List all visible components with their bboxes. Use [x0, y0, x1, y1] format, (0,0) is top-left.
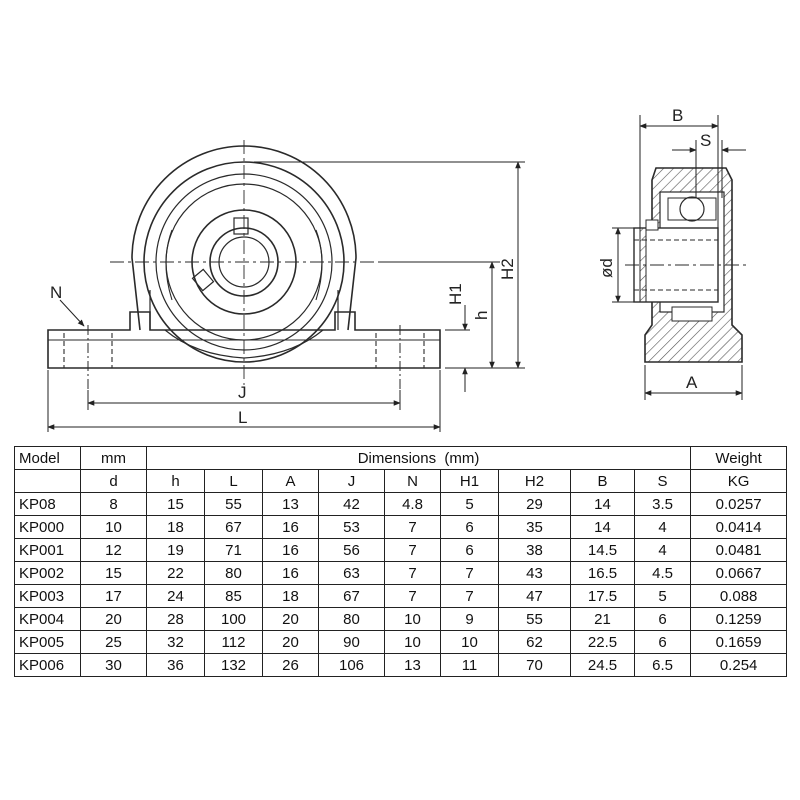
value-cell: 11	[441, 654, 499, 677]
table-row	[15, 539, 787, 562]
value-cell: 0.0481	[691, 539, 787, 562]
value-cell: 4.8	[385, 493, 441, 516]
value-cell: 5	[635, 585, 691, 608]
label-H2: H2	[498, 258, 517, 280]
model-cell: KP08	[15, 493, 81, 516]
value-cell: 24	[147, 585, 205, 608]
label-J: J	[238, 383, 247, 402]
header-col: A	[263, 470, 319, 493]
label-L: L	[238, 408, 248, 427]
label-H1: H1	[446, 283, 465, 305]
value-cell: 7	[441, 562, 499, 585]
value-cell: 12	[81, 539, 147, 562]
label-S: S	[700, 131, 712, 150]
value-cell: 24.5	[571, 654, 635, 677]
value-cell: 6	[635, 631, 691, 654]
value-cell: 0.254	[691, 654, 787, 677]
value-cell: 132	[205, 654, 263, 677]
value-cell: 14	[571, 493, 635, 516]
value-cell: 62	[499, 631, 571, 654]
value-cell: 19	[147, 539, 205, 562]
header-mm: mm	[81, 447, 147, 470]
model-cell: KP001	[15, 539, 81, 562]
value-cell: 55	[499, 608, 571, 631]
label-d: ød	[597, 258, 616, 278]
header-dimensions: Dimensions (mm)	[147, 447, 691, 470]
value-cell: 100	[205, 608, 263, 631]
value-cell: 0.088	[691, 585, 787, 608]
value-cell: 16.5	[571, 562, 635, 585]
model-cell: KP003	[15, 585, 81, 608]
header-col: h	[147, 470, 205, 493]
value-cell: 4	[635, 516, 691, 539]
value-cell: 0.1259	[691, 608, 787, 631]
table-row	[15, 493, 787, 516]
value-cell: 14.5	[571, 539, 635, 562]
value-cell: 38	[499, 539, 571, 562]
model-cell: KP002	[15, 562, 81, 585]
table-row	[15, 631, 787, 654]
value-cell: 67	[205, 516, 263, 539]
value-cell: 71	[205, 539, 263, 562]
value-cell: 17.5	[571, 585, 635, 608]
value-cell: 36	[147, 654, 205, 677]
value-cell: 0.0667	[691, 562, 787, 585]
value-cell: 67	[319, 585, 385, 608]
value-cell: 7	[385, 562, 441, 585]
header-col: L	[205, 470, 263, 493]
value-cell: 4.5	[635, 562, 691, 585]
label-h: h	[472, 310, 491, 320]
value-cell: 6	[441, 539, 499, 562]
value-cell: 63	[319, 562, 385, 585]
header-row-2	[15, 470, 787, 493]
header-col: KG	[691, 470, 787, 493]
value-cell: 9	[441, 608, 499, 631]
header-model: Model	[15, 447, 81, 470]
side-view	[625, 168, 750, 362]
value-cell: 7	[385, 539, 441, 562]
table-row	[15, 585, 787, 608]
value-cell: 90	[319, 631, 385, 654]
value-cell: 53	[319, 516, 385, 539]
value-cell: 28	[147, 608, 205, 631]
value-cell: 18	[147, 516, 205, 539]
value-cell: 13	[263, 493, 319, 516]
value-cell: 22.5	[571, 631, 635, 654]
value-cell: 10	[81, 516, 147, 539]
header-col: N	[385, 470, 441, 493]
table-row	[15, 608, 787, 631]
value-cell: 20	[263, 631, 319, 654]
label-B: B	[672, 106, 684, 125]
value-cell: 18	[263, 585, 319, 608]
value-cell: 47	[499, 585, 571, 608]
value-cell: 25	[81, 631, 147, 654]
value-cell: 20	[81, 608, 147, 631]
header-col: d	[81, 470, 147, 493]
value-cell: 55	[205, 493, 263, 516]
value-cell: 17	[81, 585, 147, 608]
spec-table	[14, 446, 787, 677]
value-cell: 15	[147, 493, 205, 516]
value-cell: 0.0414	[691, 516, 787, 539]
header-row-1	[15, 447, 787, 470]
value-cell: 6.5	[635, 654, 691, 677]
value-cell: 29	[499, 493, 571, 516]
header-blank	[15, 470, 81, 493]
value-cell: 42	[319, 493, 385, 516]
model-cell: KP006	[15, 654, 81, 677]
model-cell: KP000	[15, 516, 81, 539]
value-cell: 56	[319, 539, 385, 562]
value-cell: 85	[205, 585, 263, 608]
table-row	[15, 562, 787, 585]
value-cell: 80	[319, 608, 385, 631]
value-cell: 13	[385, 654, 441, 677]
model-cell: KP004	[15, 608, 81, 631]
model-cell: KP005	[15, 631, 81, 654]
value-cell: 4	[635, 539, 691, 562]
table-row	[15, 654, 787, 677]
value-cell: 16	[263, 562, 319, 585]
header-col: J	[319, 470, 385, 493]
value-cell: 7	[385, 585, 441, 608]
value-cell: 5	[441, 493, 499, 516]
value-cell: 70	[499, 654, 571, 677]
value-cell: 22	[147, 562, 205, 585]
value-cell: 106	[319, 654, 385, 677]
value-cell: 14	[571, 516, 635, 539]
value-cell: 26	[263, 654, 319, 677]
value-cell: 16	[263, 539, 319, 562]
value-cell: 3.5	[635, 493, 691, 516]
header-weight: Weight	[691, 447, 787, 470]
value-cell: 21	[571, 608, 635, 631]
value-cell: 0.1659	[691, 631, 787, 654]
value-cell: 16	[263, 516, 319, 539]
front-view	[48, 140, 440, 410]
value-cell: 35	[499, 516, 571, 539]
value-cell: 30	[81, 654, 147, 677]
table-row	[15, 516, 787, 539]
value-cell: 6	[441, 516, 499, 539]
value-cell: 112	[205, 631, 263, 654]
value-cell: 15	[81, 562, 147, 585]
value-cell: 8	[81, 493, 147, 516]
value-cell: 10	[385, 608, 441, 631]
value-cell: 10	[441, 631, 499, 654]
value-cell: 80	[205, 562, 263, 585]
value-cell: 6	[635, 608, 691, 631]
header-col: B	[571, 470, 635, 493]
header-col: S	[635, 470, 691, 493]
value-cell: 7	[385, 516, 441, 539]
label-A: A	[686, 373, 698, 392]
value-cell: 0.0257	[691, 493, 787, 516]
value-cell: 43	[499, 562, 571, 585]
value-cell: 20	[263, 608, 319, 631]
header-col: H2	[499, 470, 571, 493]
value-cell: 10	[385, 631, 441, 654]
label-N: N	[50, 283, 63, 302]
value-cell: 32	[147, 631, 205, 654]
value-cell: 7	[441, 585, 499, 608]
header-col: H1	[441, 470, 499, 493]
